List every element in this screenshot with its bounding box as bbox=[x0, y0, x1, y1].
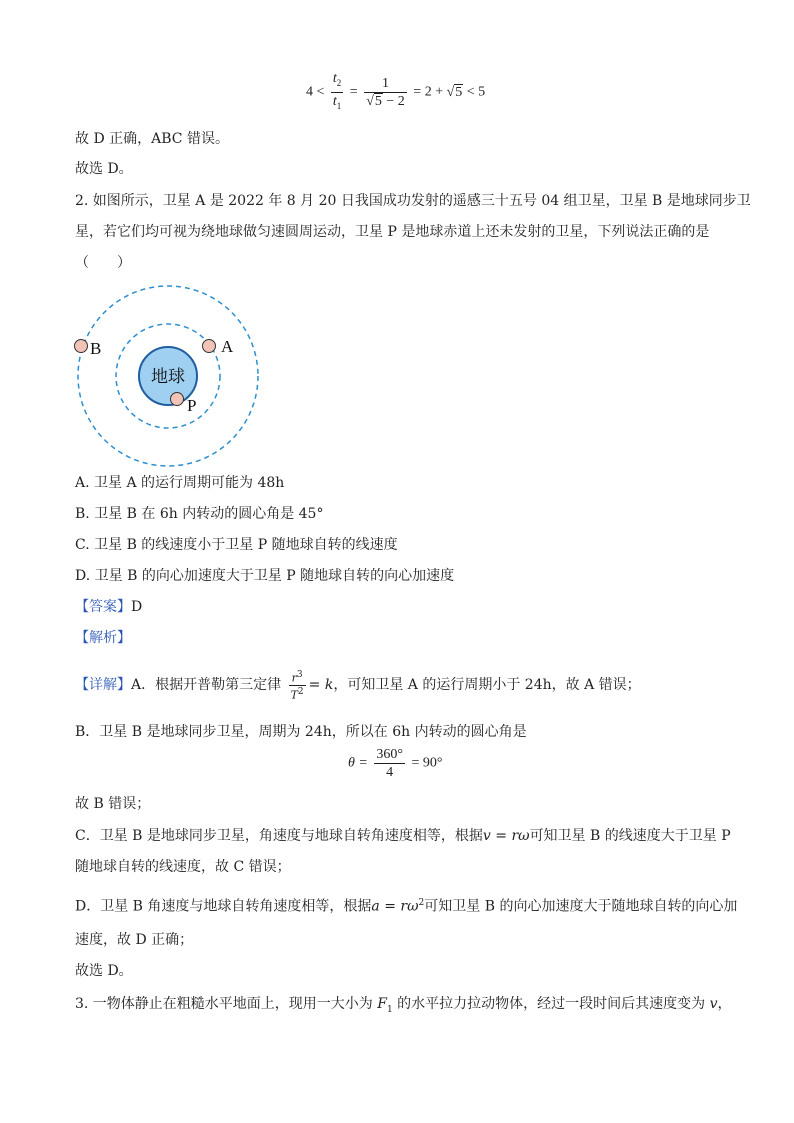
detail-text: C．卫星 B 是地球同步卫星，角速度与地球自转角速度相等，根据 bbox=[75, 828, 483, 844]
satellite-b bbox=[75, 340, 88, 353]
formula-text: 4 bbox=[386, 765, 394, 780]
question-text: 的水平拉力拉动物体，经过一段时间后其速度变为 bbox=[397, 996, 706, 1012]
formula-text: θ = bbox=[348, 755, 368, 771]
answer-line bbox=[75, 597, 142, 617]
formula-text: F bbox=[377, 996, 387, 1012]
detail-b-conclusion: 故 B 错误； bbox=[75, 796, 151, 812]
formula-text: 2 bbox=[418, 898, 425, 908]
label-a: A bbox=[221, 337, 234, 356]
formula-text: 2 bbox=[297, 686, 304, 697]
detail-text: 可知卫星 B 的线速度大于卫星 P bbox=[529, 828, 731, 844]
top-formula: 4 < $\frac{t_2}{t_1}$ = $\frac{1}{√5 - 2}$ = 2 + √5 < 5 bbox=[306, 70, 485, 115]
analysis-label: 【解析】 bbox=[75, 630, 131, 646]
question-2-line-1: 2. 如图所示，卫星 A 是 2022 年 8 月 20 日我国成功发射的遥感三十五号 04 组卫星，卫星 B 是地球同步卫 bbox=[75, 193, 751, 209]
formula-text: 1 bbox=[336, 100, 342, 111]
final-choice: 故选 D。 bbox=[75, 963, 133, 979]
formula-text: 4 < bbox=[306, 84, 325, 100]
angle-fraction bbox=[374, 746, 405, 781]
detail-c-line-1 bbox=[75, 826, 731, 846]
option-c: C. 卫星 B 的线速度小于卫星 P 随地球自转的线速度 bbox=[75, 537, 398, 553]
analysis-line bbox=[75, 628, 131, 648]
formula-text: v bbox=[709, 996, 718, 1012]
formula-text: T bbox=[290, 688, 298, 702]
detail-d-line-1 bbox=[75, 893, 737, 917]
question-2-line-2: 星，若它们均可视为绕地球做匀速圆周运动，卫星 P 是地球赤道上还未发射的卫星，下列说法正确的是 bbox=[75, 224, 710, 240]
detail-text: ，可知卫星 A 的运行周期小于 24h，故 A 错误； bbox=[333, 677, 641, 693]
detail-d-line-2: 速度，故 D 正确； bbox=[75, 932, 194, 948]
formula-text: 5 bbox=[374, 93, 382, 109]
formula-text: = 2 + bbox=[413, 84, 444, 100]
satellite-a bbox=[203, 340, 216, 353]
answer-label: 【答案】 bbox=[75, 599, 131, 615]
question-2-paren: （ ） bbox=[75, 255, 131, 271]
formula-text: 1 bbox=[386, 1004, 393, 1015]
label-p: P bbox=[187, 396, 197, 415]
formula-text: − 2 bbox=[382, 93, 405, 109]
formula-text: 1 bbox=[364, 75, 407, 93]
fraction-one-over-root5: $\frac{1}{√5 - 2}$ bbox=[366, 75, 405, 109]
formula-text: 5 bbox=[455, 84, 463, 100]
formula-text: < 5 bbox=[466, 84, 486, 100]
option-b: B. 卫星 B 在 6h 内转动的圆心角是 45° bbox=[75, 506, 324, 522]
formula-text: = bbox=[349, 84, 358, 100]
formula-text: = 90° bbox=[411, 755, 443, 771]
formula-text: 3 bbox=[296, 669, 303, 680]
satellite-p bbox=[171, 393, 184, 406]
detail-label: 【详解】 bbox=[75, 677, 131, 693]
question-text: ， bbox=[717, 996, 732, 1012]
angle-formula bbox=[348, 746, 442, 781]
conclusion-line: 故 D 正确，ABC 错误。 bbox=[75, 131, 229, 147]
formula-text: a = rω bbox=[371, 898, 419, 915]
detail-b-line: B．卫星 B 是地球同步卫星，周期为 24h，所以在 6h 内转动的圆心角是 bbox=[75, 724, 527, 740]
formula-text: r bbox=[291, 671, 297, 685]
detail-c-line-2: 随地球自转的线速度，故 C 错误； bbox=[75, 859, 291, 875]
kepler-fraction bbox=[289, 669, 306, 701]
formula-text: t bbox=[332, 93, 337, 109]
formula-text: 2 bbox=[336, 77, 342, 88]
question-text: 3. 一物体静止在粗糙水平地面上，现用一大小为 bbox=[75, 996, 373, 1012]
detail-text: A．根据开普勒第三定律 bbox=[131, 677, 282, 693]
formula-text: t bbox=[332, 71, 337, 86]
question-3-line-1 bbox=[75, 994, 732, 1020]
fraction-t2-t1 bbox=[331, 70, 343, 115]
option-d: D. 卫星 B 的向心加速度大于卫星 P 随地球自转的向心加速度 bbox=[75, 568, 455, 584]
formula-text: v = rω bbox=[482, 828, 530, 844]
option-a: A. 卫星 A 的运行周期可能为 48h bbox=[75, 475, 285, 491]
formula-text: 360° bbox=[376, 747, 403, 762]
choice-line: 故选 D。 bbox=[75, 161, 133, 177]
earth-label: 地球 bbox=[151, 367, 185, 387]
label-b: B bbox=[90, 339, 102, 358]
detail-a-line bbox=[75, 667, 641, 703]
answer-value: D bbox=[131, 599, 143, 615]
detail-text: 可知卫星 B 的向心加速度大于随地球自转的向心加 bbox=[424, 898, 738, 915]
detail-text: D．卫星 B 角速度与地球自转角速度相等，根据 bbox=[75, 898, 372, 915]
orbit-diagram bbox=[68, 278, 268, 468]
formula-text: = k bbox=[308, 677, 334, 693]
